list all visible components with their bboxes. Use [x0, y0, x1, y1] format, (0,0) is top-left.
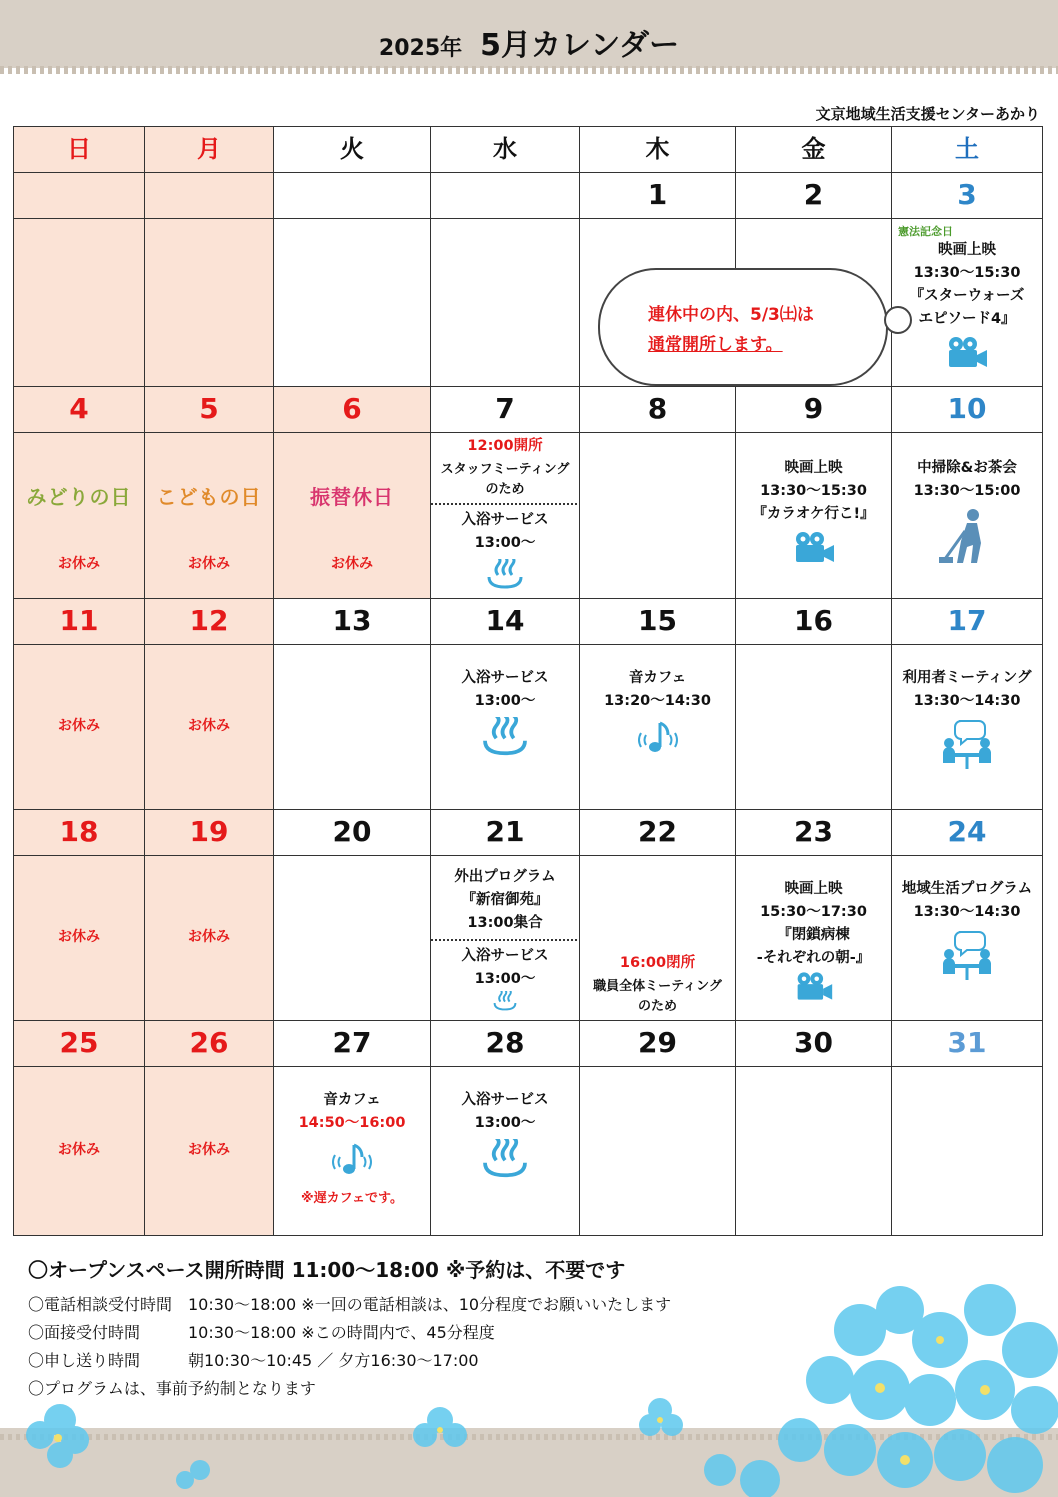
day-cell: [735, 644, 892, 810]
closed-label: お休み: [188, 718, 230, 734]
day-cell-24: [891, 855, 1043, 1021]
closed-label: お休み: [58, 929, 100, 945]
event-time: 13:30～15:00: [913, 483, 1021, 499]
day-number: 5: [144, 386, 274, 433]
day-number: 1: [579, 172, 736, 219]
day-cell-5: [144, 432, 274, 599]
day-cell-12: [144, 644, 274, 810]
weekday-sun: 日: [13, 126, 145, 173]
holiday-badge: みどりの日: [26, 485, 132, 509]
day-number: [273, 172, 431, 219]
day-number: 17: [891, 598, 1043, 645]
day-number: 7: [430, 386, 580, 433]
event-title: スタッフミーティング: [440, 462, 570, 477]
organization-name: 文京地域生活支援センターあかり: [815, 105, 1040, 123]
weekday-wed: 水: [430, 126, 580, 173]
day-number: 26: [144, 1020, 274, 1067]
day-cell: [273, 218, 431, 387]
day-number: 30: [735, 1020, 892, 1067]
day-cell-28: [430, 1066, 580, 1236]
closed-label: お休み: [188, 1142, 230, 1158]
event-title: 入浴サービス: [461, 948, 549, 964]
closed-label: お休み: [188, 929, 230, 945]
event-title: 入浴サービス: [461, 512, 549, 528]
meeting-icon: [937, 928, 997, 982]
day-number: 14: [430, 598, 580, 645]
day-cell: [735, 1066, 892, 1236]
day-cell-11: [13, 644, 145, 810]
notice-cloud-tail: [884, 306, 912, 334]
day-cell: [579, 1066, 736, 1236]
day-number: 13: [273, 598, 431, 645]
event-time: 13:00～: [474, 971, 536, 987]
event-title: 映画上映: [784, 460, 843, 476]
day-number: 22: [579, 809, 736, 856]
handover-hours: 〇申し送り時間 朝10:30～10:45 ／ 夕方16:30～17:00: [28, 1351, 479, 1370]
day-number: [13, 172, 145, 219]
day-number: 6: [273, 386, 431, 433]
event-detail: のため: [485, 482, 525, 497]
day-cell-15: [579, 644, 736, 810]
event-time: 13:00集合: [467, 915, 543, 931]
notice-line: 連休中の内、5/3㈯は: [648, 305, 814, 325]
open-hours: 〇オープンスペース開所時間 11:00～18:00 ※予約は、不要です: [28, 1258, 626, 1282]
event-time: 13:00～: [474, 693, 536, 709]
day-cell-9: [735, 432, 892, 599]
holiday-tag: 憲法記念日: [898, 225, 953, 238]
weekday-thu: 木: [579, 126, 736, 173]
day-number: [144, 172, 274, 219]
day-number: 20: [273, 809, 431, 856]
day-cell: [273, 644, 431, 810]
day-cell: [273, 855, 431, 1021]
event-title: 外出プログラム: [454, 869, 556, 885]
day-number: 12: [144, 598, 274, 645]
event-detail: -それぞれの朝-』: [756, 950, 871, 966]
closed-label: お休み: [58, 1142, 100, 1158]
event-title: 映画上映: [784, 881, 843, 897]
event-title: 音カフェ: [628, 670, 687, 686]
movie-camera-icon: [945, 335, 989, 369]
notice-text: [648, 300, 814, 360]
day-number: 2: [735, 172, 892, 219]
weekday-mon: 月: [144, 126, 274, 173]
event-notice: 12:00開所: [467, 438, 543, 454]
event-time: 13:00～: [474, 1115, 536, 1131]
title-month: 5月カレンダー: [480, 28, 680, 63]
page-title: [0, 20, 1058, 64]
event-time: 13:30～15:30: [913, 265, 1021, 281]
closed-label: お休み: [188, 556, 230, 572]
day-number: 19: [144, 809, 274, 856]
weekday-tue: 火: [273, 126, 431, 173]
day-number: 21: [430, 809, 580, 856]
holiday-badge: 振替休日: [310, 485, 394, 509]
phone-hours: 〇電話相談受付時間 10:30～18:00 ※一回の電話相談は、10分程度でお願いいたします: [28, 1295, 672, 1314]
day-number: [430, 172, 580, 219]
event-title: 職員全体ミーティング: [593, 979, 722, 994]
hot-spring-icon: [492, 991, 518, 1011]
hot-spring-icon: [480, 1139, 530, 1179]
event-title: 入浴サービス: [461, 1092, 549, 1108]
music-note-icon: [327, 1139, 377, 1179]
day-number: 29: [579, 1020, 736, 1067]
event-notice: 16:00閉所: [619, 955, 696, 971]
day-cell-22: [579, 855, 736, 1021]
weekday-sat: 土: [891, 126, 1043, 173]
calendar-grid: [13, 126, 1043, 1236]
day-cell-14: [430, 644, 580, 810]
event-time: 13:30～15:30: [760, 483, 867, 499]
closed-label: お休み: [58, 718, 100, 734]
day-cell-25: [13, 1066, 145, 1236]
event-detail: のため: [637, 999, 677, 1014]
day-cell-21: [430, 855, 580, 1021]
program-note: 〇プログラムは、事前予約制となります: [28, 1379, 316, 1398]
day-number: 15: [579, 598, 736, 645]
day-cell-7: [430, 432, 580, 599]
closed-label: お休み: [58, 556, 100, 572]
event-title: 入浴サービス: [461, 670, 549, 686]
day-number: 3: [891, 172, 1043, 219]
day-number: 10: [891, 386, 1043, 433]
day-cell-23: [735, 855, 892, 1021]
day-number: 25: [13, 1020, 145, 1067]
day-cell: [430, 218, 580, 387]
closed-label: お休み: [331, 556, 373, 572]
event-title: 地域生活プログラム: [901, 881, 1033, 897]
event-time: 13:20～14:30: [604, 693, 711, 709]
event-title: 映画上映: [938, 242, 996, 258]
day-cell-6: [273, 432, 431, 599]
event-detail: エピソード4』: [918, 311, 1016, 327]
meeting-icon: [937, 717, 997, 771]
event-title: 利用者ミーティング: [902, 670, 1032, 686]
notice-line: 通常開所します。: [648, 335, 783, 355]
hot-spring-icon: [480, 717, 530, 757]
day-number: 4: [13, 386, 145, 433]
day-cell-17: [891, 644, 1043, 810]
hot-spring-icon: [485, 559, 525, 589]
divider: [431, 503, 580, 505]
movie-camera-icon: [792, 530, 836, 564]
day-number: 18: [13, 809, 145, 856]
day-cell-18: [13, 855, 145, 1021]
music-note-icon: [633, 717, 683, 757]
day-cell-19: [144, 855, 274, 1021]
holiday-badge: こどもの日: [156, 485, 262, 509]
event-detail: 『スターウォーズ: [909, 288, 1025, 304]
title-year: 2025年: [378, 36, 463, 61]
day-number: 28: [430, 1020, 580, 1067]
day-number: 24: [891, 809, 1043, 856]
day-number: 23: [735, 809, 892, 856]
header-stitch: [0, 66, 1058, 74]
day-cell-10: [891, 432, 1043, 599]
divider: [431, 939, 580, 941]
event-time: 14:50～16:00: [298, 1115, 406, 1131]
event-time: 13:30～14:30: [913, 693, 1021, 709]
day-cell: [891, 1066, 1043, 1236]
cleaning-icon: [937, 507, 997, 567]
day-number: 8: [579, 386, 736, 433]
day-cell-3: [891, 218, 1043, 387]
movie-camera-icon: [794, 970, 834, 1002]
event-detail: 『カラオケ行こ!』: [752, 506, 875, 522]
flower-decoration: [0, 1270, 1058, 1497]
event-title: 音カフェ: [323, 1092, 381, 1108]
day-number: 16: [735, 598, 892, 645]
event-detail: 『新宿御苑』: [461, 892, 549, 908]
day-cell: [579, 432, 736, 599]
day-number: 27: [273, 1020, 431, 1067]
day-number: 31: [891, 1020, 1043, 1067]
event-title: 中掃除&お茶会: [917, 460, 1017, 476]
weekday-fri: 金: [735, 126, 892, 173]
event-time: 13:30～14:30: [913, 904, 1021, 920]
day-cell-27: [273, 1066, 431, 1236]
event-note: ※遅カフェです。: [301, 1191, 403, 1206]
interview-hours: 〇面接受付時間 10:30～18:00 ※この時間内で、45分程度: [28, 1323, 495, 1342]
day-cell-26: [144, 1066, 274, 1236]
day-cell: [144, 218, 274, 387]
day-cell-4: [13, 432, 145, 599]
event-detail: 『閉鎖病棟: [777, 927, 850, 943]
event-time: 15:30～17:30: [760, 904, 867, 920]
event-time: 13:00～: [474, 535, 536, 551]
day-number: 9: [735, 386, 892, 433]
day-number: 11: [13, 598, 145, 645]
day-cell: [13, 218, 145, 387]
